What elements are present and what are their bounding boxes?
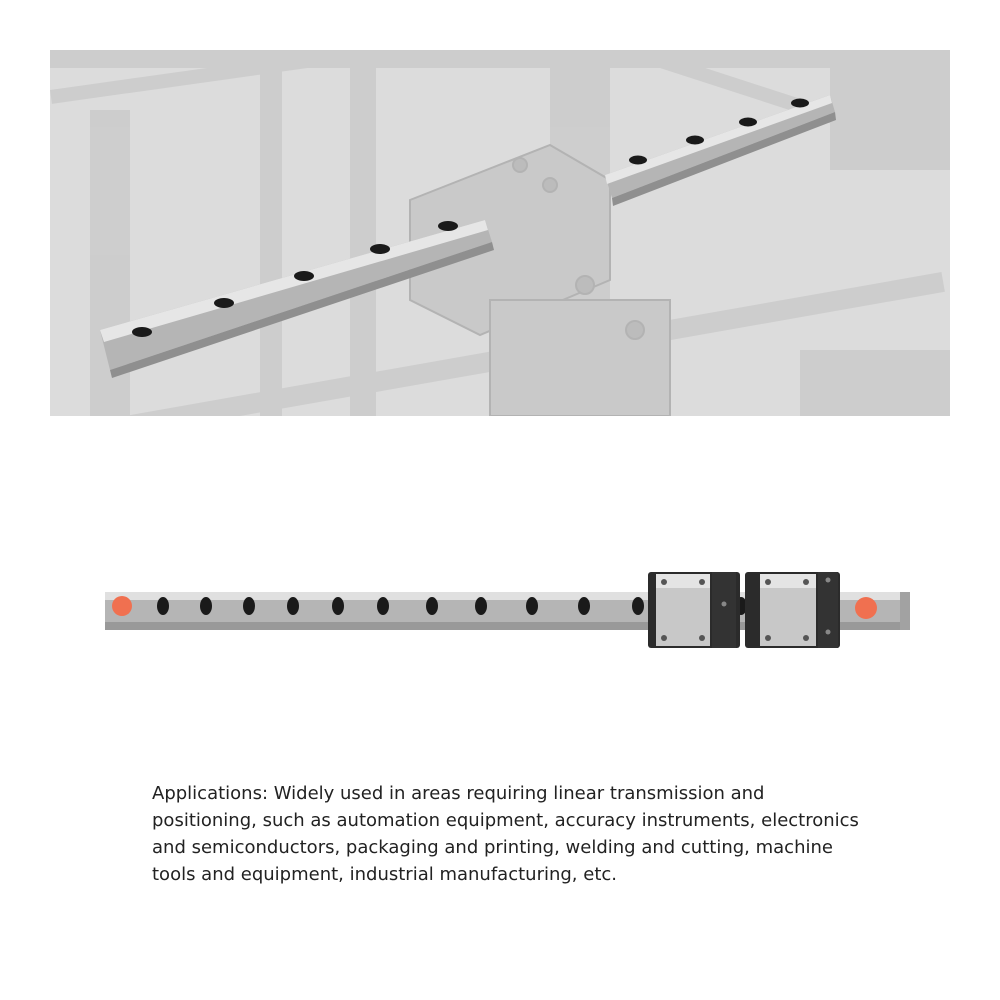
- carriage-block-2: [745, 572, 840, 648]
- applications-description: Applications: Widely used in areas requiring linear transmission and positioning, such as automation equipment, accuracy instruments, electronics and semiconductors, packaging and printing, welding and cutting, machine tools and equipment, industrial manufacturing, etc.: [152, 783, 859, 885]
- installation-illustration: [50, 50, 950, 416]
- installation-photo: [50, 50, 950, 416]
- rail-illustration: [100, 560, 920, 660]
- end-stopper-left-icon: [112, 596, 132, 616]
- product-photo: [100, 560, 920, 660]
- carriage-block-1: [648, 572, 740, 648]
- end-stopper-right-icon: [855, 597, 877, 619]
